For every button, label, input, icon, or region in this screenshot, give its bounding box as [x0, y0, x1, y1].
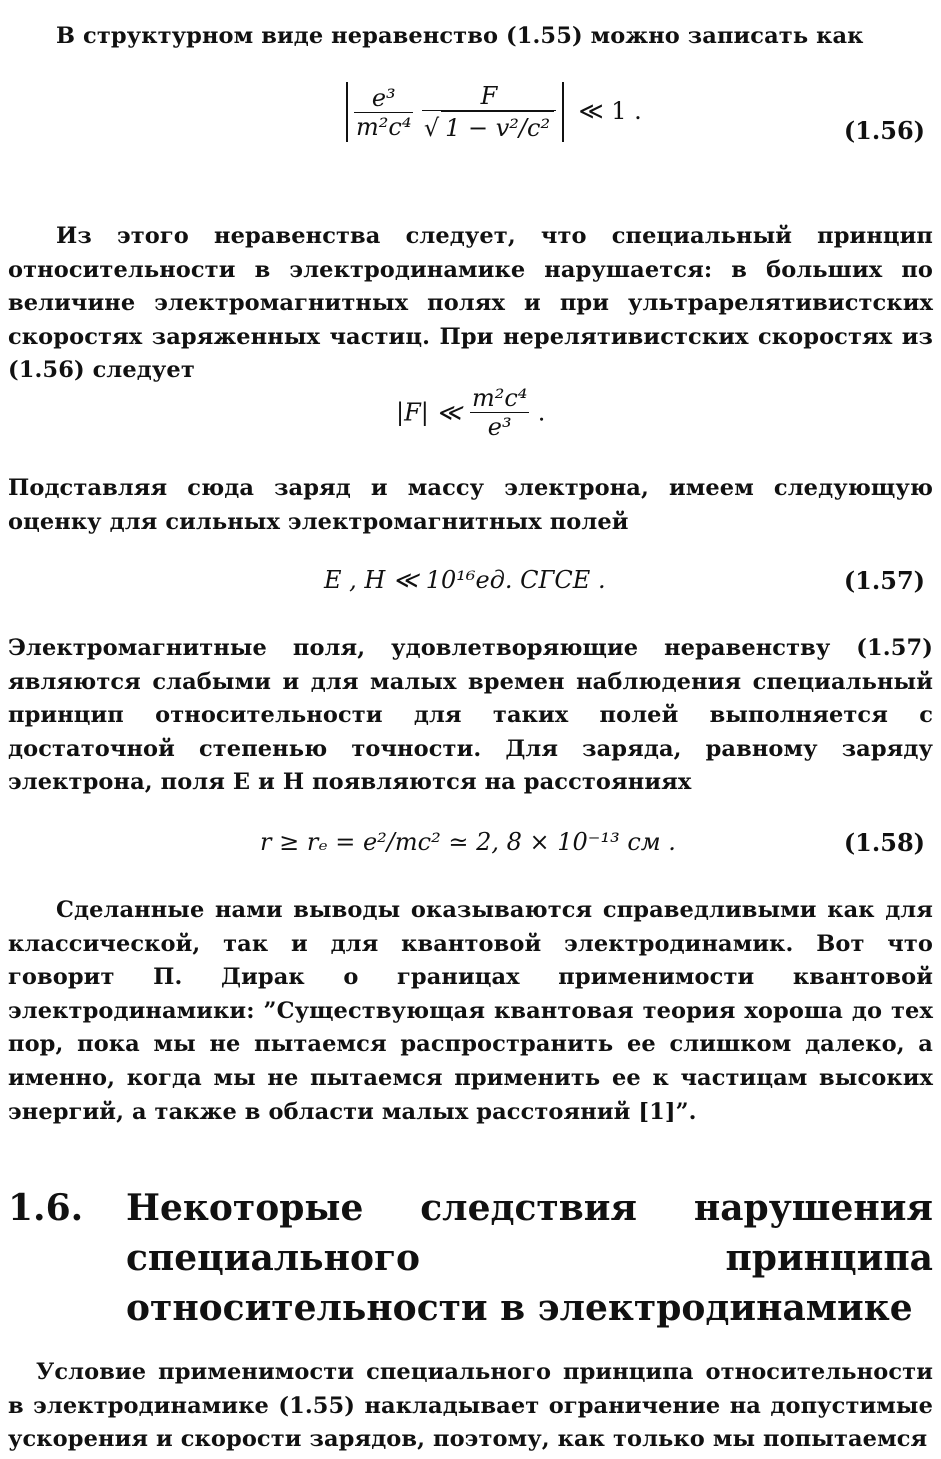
fraction-m2c4-e3	[470, 384, 529, 441]
equation-1-57-body: E , H ≪ 10¹⁶ед. СГСЕ .	[324, 566, 606, 594]
fraction-numerator: F	[422, 82, 556, 111]
equation-1-56-body	[346, 82, 642, 142]
equation-1-57	[8, 566, 933, 602]
absolute-value-bars	[346, 82, 564, 142]
equation-rhs: ≪ 1 .	[578, 96, 642, 125]
paragraph-violation: Из этого неравенства следует, что специальный принцип относительности в электродинамике нарушается: в больших по величине электромагнитных полях и при ультрарелятивистских скоростях заряженных частиц. При нерелятивистских скоростях из (1.56) следует	[8, 223, 933, 384]
fraction-denominator: √ 1 − v²/c²	[422, 111, 556, 142]
sqrt-argument: 1 − v²/c²	[441, 111, 554, 142]
equation-number: (1.56)	[843, 116, 925, 145]
equation-1-58-body: r ≥ rₑ = e²/mc² ≃ 2, 8 × 10⁻¹³ см .	[260, 828, 676, 856]
fraction-numerator: e³	[354, 84, 413, 113]
equation-lhs: |F| ≪	[396, 398, 462, 427]
section-title: Некоторые следствия нарушения специального принципа относительности в электродинамике	[126, 1187, 933, 1329]
paragraph-intro: В структурном виде неравенство (1.55) можно записать как	[56, 23, 864, 49]
equation-1-58	[8, 828, 933, 864]
equation-number: (1.57)	[843, 566, 925, 595]
section-number: 1.6.	[8, 1187, 84, 1229]
paragraph-weak-fields: Электромагнитные поля, удовлетворяющие неравенству (1.57) являются слабыми и для малых времен наблюдения специальный принцип относительности для таких полей выполняется с достаточной степенью точности. Для заряда, равному заряду электрона, поля E и H появляются на расстояниях	[8, 635, 933, 796]
section-heading	[8, 1183, 933, 1333]
fraction-numerator: m²c⁴	[471, 384, 528, 412]
equation-force-limit	[8, 384, 933, 448]
paragraph-substitution: Подставляя сюда заряд и массу электрона, имеем следующую оценку для сильных электромагнитных полей	[8, 475, 933, 535]
equation-force-body	[396, 384, 545, 441]
paragraph-conditions: Условие применимости специального принципа относительности в электродинамике (1.55) накладывает ограничение на допустимые ускорения и скорости зарядов, поэтому, как только мы попытаемся	[8, 1359, 933, 1453]
equation-1-56	[8, 82, 933, 192]
paragraph-dirac-quote: Сделанные нами выводы оказываются справедливыми как для классической, так и для квантовой электродинамик. Вот что говорит П. Дирак о границах применимости квантовой электродинамики: ”Существующая квантовая теория хороша до тех пор, пока мы не пытаемся распространить ее слишком далеко, а именно, когда мы не пытаемся применить ее к частицам высоких энергий, а также в области малых расстояний [1]”.	[8, 897, 933, 1125]
fraction-denominator: m²c⁴	[356, 112, 412, 141]
fraction-e3-m2c4	[354, 84, 413, 141]
equation-period: .	[537, 398, 546, 427]
equation-number: (1.58)	[843, 828, 925, 857]
fraction-denominator: e³	[487, 413, 512, 441]
fraction-f-sqrt	[422, 82, 556, 142]
